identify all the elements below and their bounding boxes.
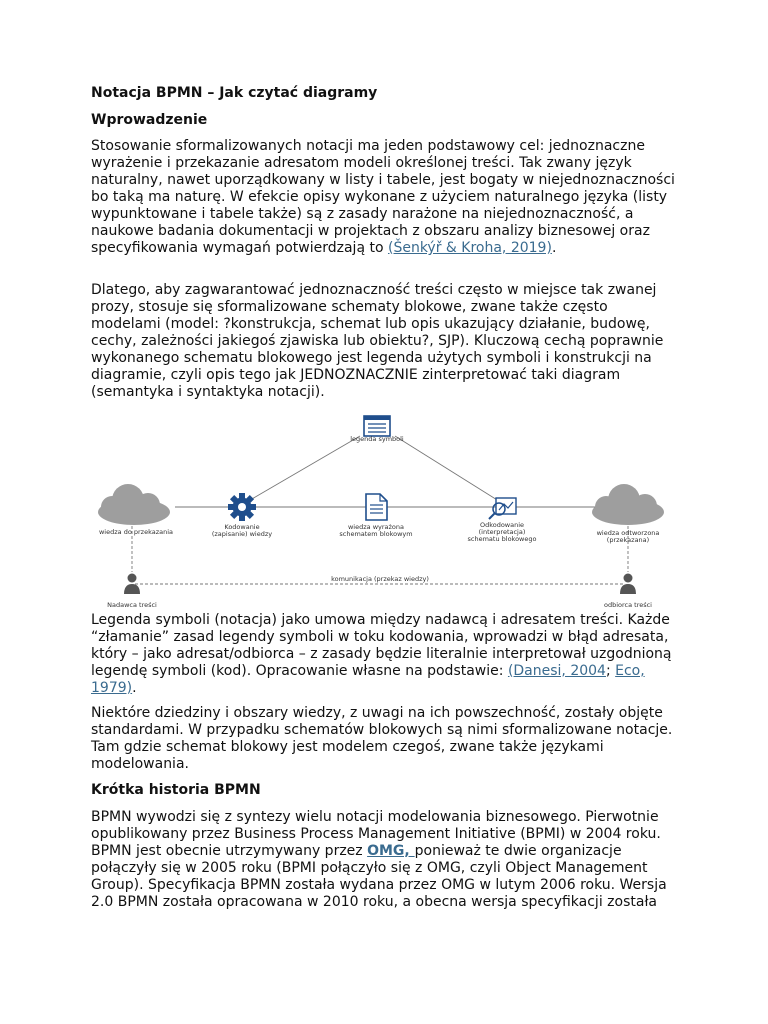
gear-icon [228,493,256,521]
decoding-label-2: (interpretacja) [478,528,526,536]
document-title: Notacja BPMN – Jak czytać diagramy [91,85,378,101]
section-heading-intro: Wprowadzenie [91,112,208,128]
paragraph-intro [91,138,677,257]
line-legend-encoding [245,436,360,503]
receiver-label: odbiorca treści [603,601,653,609]
history-text: BPMN wywodzi się z syntezy wielu notacji modelowania biznesowego. Pierwotnie opublikowany przez Business Process Management Initiative (BPMI) w 2004 roku. BPMN jest obecnie utrzymywany przez [91,809,661,859]
line-legend-decoding [395,436,502,503]
target-cloud-label-2: (przekazana) [606,536,650,544]
decoding-label-1: Odkodowanie [479,521,525,529]
magnifier-chart-icon [489,498,516,519]
communication-diagram [90,408,670,612]
target-cloud-label-1: wiedza odtworzona [596,529,660,537]
citation-separator: ; [605,663,616,679]
communication-label: komunikacja (przekaz wiedzy) [331,575,429,583]
encoding-label-2: (zapisanie) wiedzy [211,530,273,538]
paragraph-history [91,809,677,911]
omg-link[interactable]: OMG, [367,843,415,859]
legend-icon [364,416,390,436]
schema-label-1: wiedza wyrażona [347,523,405,531]
encoding-label-1: Kodowanie [224,523,260,531]
target-cloud-icon [592,484,664,525]
paragraph-text: Stosowanie sformalizowanych notacji ma jeden podstawowy cel: jednoznaczne wyrażenie i przekazanie adresatom modeli określonej treści. Tak zwany język naturalny, nawet uporządkowany w listy i tabele, jest bogaty w niejednoznaczności bo taką ma naturę. W efekcie opisy wykonane z użyciem naturalnego języka (listy wypunktowane i tabele także) są z zasady narażone na niejednoznaczność, a naukowe badania dokumentacji w projektach z obszaru analizy biznesowej oraz specyfikowania wymagań potwierdzają to [91,138,675,256]
paragraph-end: . [551,240,557,256]
paragraph-legend-caption [91,612,677,697]
document-icon [366,494,387,520]
caption-text: Legenda symboli (notacja) jako umowa między nadawcą i adresatem treści. Każde “złamanie” zasad legendy symboli w toku kodowania, wprowadzi w błąd adresata, który – jako adresat/odbiorca – z zasady będzie literalnie interpretował uzgodnioną legendę symboli (kod). Opracowanie własne na podstawie: [91,612,672,679]
citation-link-danesi[interactable]: (Danesi, 2004 [507,663,606,679]
paragraph-formal-schemas: Dlatego, aby zagwarantować jednoznaczność treści często w miejsce tak zwanej prozy, stosuje się sformalizowane schematy blokowe, zwane także często modelami (model: ?konstrukcja, schemat lub opis ukazujący działanie, budowę, cechy, zależności jakiegoś zjawiska lub obiektu?, SJP). Kluczową cechą poprawnie wykonanego schematu blokowego jest legenda użytych symboli i konstrukcji na diagramie, czyli opis tego jak JEDNOZNACZNIE zinterpretować taki diagram (semantyka i syntaktyka notacji). [91,282,664,400]
history-text-rest: ponieważ te dwie organizacje połączyły się w 2005 roku (BPMI połączyło się z OMG, czyli Object Management Group). Specyfikacja BPMN została wydana przez OMG w lutym 2006 roku. Wersja 2.0 BPMN została opracowana w 2010 roku, a obecna wersja specyfikacji została [91,843,667,910]
citation-link-eco[interactable]: Eco, 1979) [91,663,645,696]
decoding-label-3: schematu blokowego [467,535,537,543]
schema-label-2: schematem blokowym [339,530,413,538]
citation-link-senkyr[interactable]: (Šenkýř & Kroha, 2019) [387,240,552,256]
sender-label: Nadawca treści [107,601,157,609]
source-cloud-label: wiedza do przekazania [98,528,174,536]
paragraph-standards: Niektóre dziedziny i obszary wiedzy, z uwagi na ich powszechność, zostały objęte standardami. W przypadku schematów blokowych są nimi sformalizowane notacje. Tam gdzie schemat blokowy jest modelem czegoś, zwane także językami modelowania. [91,705,673,772]
caption-end: . [132,680,137,696]
source-cloud-icon [98,484,170,525]
legend-label: legenda symboli [350,435,404,443]
section-heading-history: Krótka historia BPMN [91,782,261,798]
